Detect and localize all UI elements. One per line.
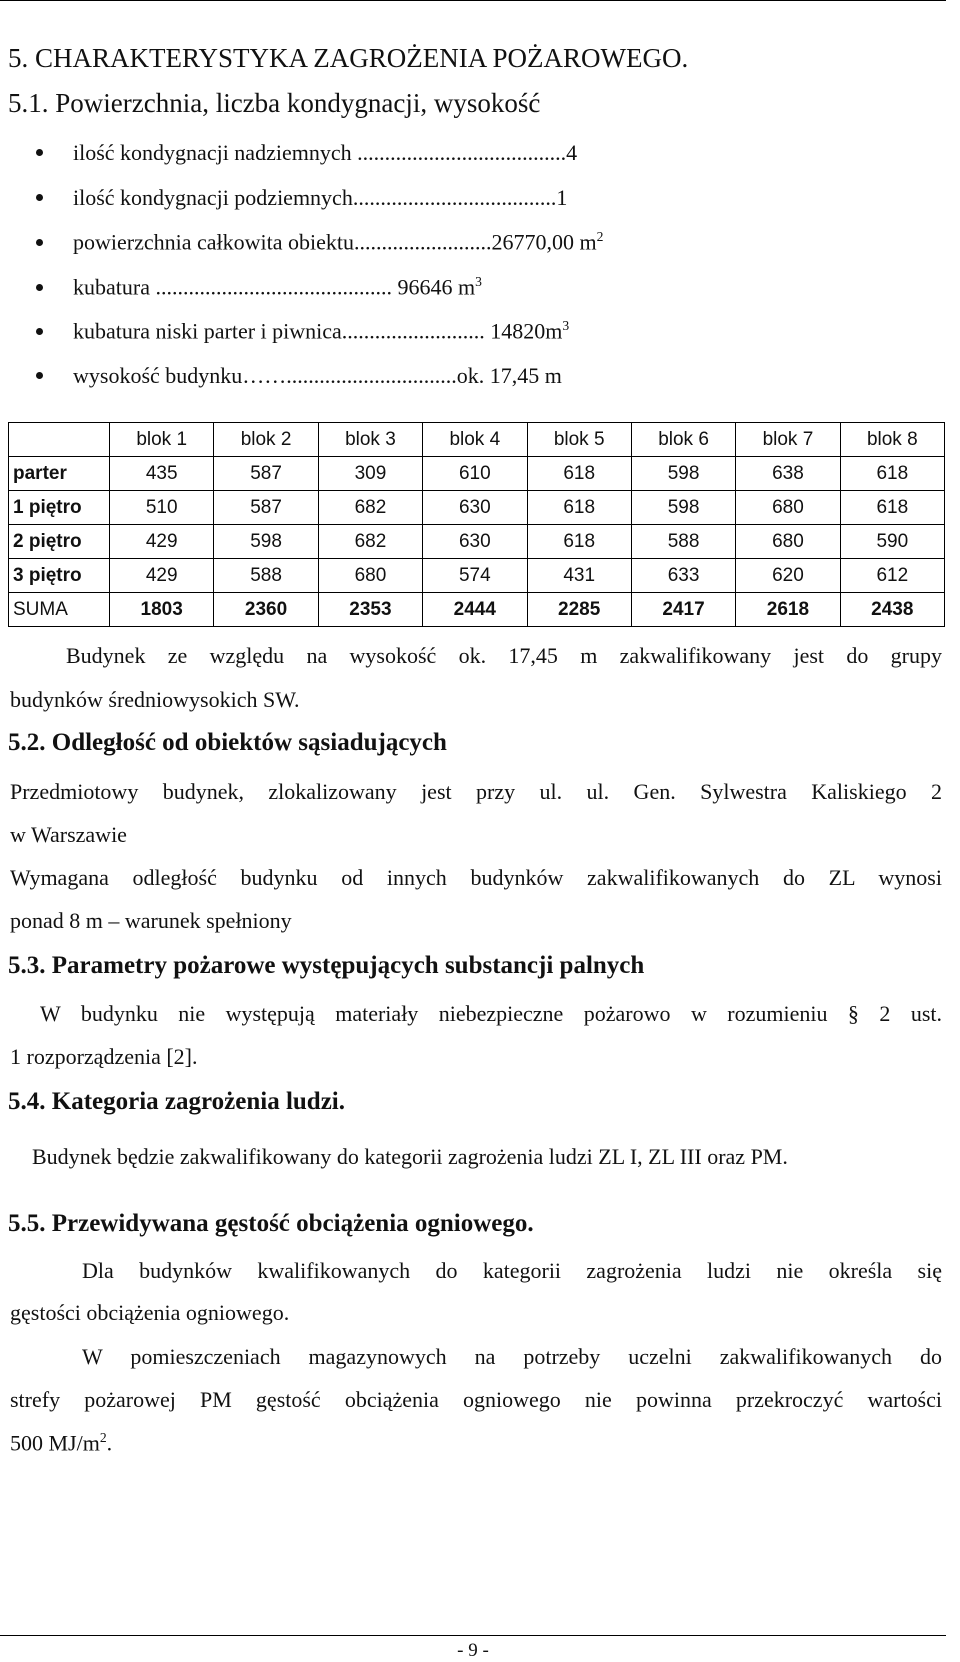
bullet-dot-icon (36, 328, 43, 335)
bullet-text: ilość kondygnacji nadziemnych ......................................4 (73, 140, 578, 165)
table-cell: 429 (110, 559, 214, 593)
table-cell: 638 (736, 457, 840, 491)
subsection-title-5-5: 5.5. Przewidywana gęstość obciążenia ogniowego. (8, 1210, 534, 1237)
table-cell: 618 (840, 457, 944, 491)
table-cell: 2618 (736, 593, 840, 627)
subsection-title-5-4: 5.4. Kategoria zagrożenia ludzi. (8, 1088, 345, 1115)
table-header-cell: blok 1 (110, 423, 214, 457)
table-cell: 618 (527, 525, 631, 559)
table-row (9, 525, 945, 559)
section-title: 5. CHARAKTERYSTYKA ZAGROŻENIA POŻAROWEGO. (8, 43, 689, 73)
bullet-item (36, 185, 567, 211)
s5-line3-end: . (106, 1430, 113, 1456)
s5-line3-sup: 2 (99, 1430, 107, 1445)
table-cell: 1803 (110, 593, 214, 627)
table-header-cell: blok 6 (631, 423, 735, 457)
table-header-row (9, 423, 945, 457)
bullet-dot-icon (36, 239, 43, 246)
table-header-cell: blok 7 (736, 423, 840, 457)
table-cell: 2438 (840, 593, 944, 627)
s5-line3-text: 500 MJ/m (10, 1430, 100, 1456)
s5-paragraph2-line3 (10, 1430, 112, 1456)
table-cell: 598 (631, 457, 735, 491)
bullet-item (36, 140, 577, 166)
s5-paragraph2-line1: W pomieszczeniach magazynowych na potrzeby uczelni zakwalifikowanych do (82, 1344, 942, 1369)
table-cell: 680 (736, 491, 840, 525)
table-cell: 588 (214, 559, 318, 593)
table-cell: 2285 (527, 593, 631, 627)
table-cell: 2353 (318, 593, 422, 627)
table-row (9, 491, 945, 525)
subsection-title-5-1: 5.1. Powierzchnia, liczba kondygnacji, wysokość (8, 88, 541, 118)
bullet-dot-icon (36, 149, 43, 156)
table-cell: 620 (736, 559, 840, 593)
table-row-header: 3 piętro (9, 559, 110, 593)
table-row (9, 593, 945, 627)
table-cell: 2444 (423, 593, 527, 627)
table-header-cell: blok 5 (527, 423, 631, 457)
table-cell: 598 (214, 525, 318, 559)
s5-paragraph1-line2: gęstości obciążenia ogniowego. (10, 1300, 290, 1325)
table-cell: 618 (840, 491, 944, 525)
height-paragraph-line2: budynków średniowysokich SW. (10, 687, 300, 712)
page-number: - 9 - (457, 1640, 489, 1661)
table-row (9, 457, 945, 491)
table-cell: 680 (318, 559, 422, 593)
s5-paragraph2-line2: strefy pożarowej PM gęstość obciążenia ogniowego nie powinna przekroczyć wartości (10, 1387, 942, 1412)
table-cell: 2360 (214, 593, 318, 627)
table-row-header: SUMA (9, 593, 110, 627)
bullet-item (36, 318, 569, 344)
floor-area-table (8, 422, 945, 627)
table-cell: 431 (527, 559, 631, 593)
subsection-title-5-3: 5.3. Parametry pożarowe występujących substancji palnych (8, 952, 645, 979)
table-cell: 610 (423, 457, 527, 491)
bullet-dot-icon (36, 284, 43, 291)
s3-paragraph-line1: W budynku nie występują materiały niebezpieczne pożarowo w rozumieniu § 2 ust. (40, 1001, 942, 1026)
table-cell: 435 (110, 457, 214, 491)
bullet-superscript: 3 (475, 274, 482, 289)
bullet-item (36, 274, 482, 300)
table-cell: 682 (318, 491, 422, 525)
s4-paragraph: Budynek będzie zakwalifikowany do kategorii zagrożenia ludzi ZL I, ZL III oraz PM. (32, 1144, 788, 1169)
table-cell: 682 (318, 525, 422, 559)
table-cell: 630 (423, 491, 527, 525)
bullet-superscript: 3 (562, 318, 570, 333)
bullet-item (36, 229, 603, 255)
bullet-superscript: 2 (596, 229, 604, 244)
s2-paragraph2-line1: Wymagana odległość budynku od innych budynków zakwalifikowanych do ZL wynosi (10, 865, 942, 890)
table-cell: 510 (110, 491, 214, 525)
subsection-title-5-2: 5.2. Odległość od obiektów sąsiadujących (8, 729, 447, 756)
table-row-header: 1 piętro (9, 491, 110, 525)
table-header-cell: blok 3 (318, 423, 422, 457)
table-cell: 590 (840, 525, 944, 559)
bullet-text: powierzchnia całkowita obiektu.........................26770,00 m (73, 229, 597, 255)
table-cell: 429 (110, 525, 214, 559)
bullet-dot-icon (36, 372, 43, 379)
footer-rule (0, 1635, 946, 1636)
table-cell: 633 (631, 559, 735, 593)
table-row-header: 2 piętro (9, 525, 110, 559)
table-cell: 587 (214, 491, 318, 525)
s3-paragraph-line2: 1 rozporządzenia [2]. (10, 1044, 198, 1069)
s5-paragraph1-line1: Dla budynków kwalifikowanych do kategorii zagrożenia ludzi nie określa się (82, 1258, 942, 1283)
table-cell: 588 (631, 525, 735, 559)
s2-paragraph1-line1: Przedmiotowy budynek, zlokalizowany jest przy ul. ul. Gen. Sylwestra Kaliskiego 2 (10, 779, 942, 804)
bullet-text: kubatura ........................................... 96646 m (73, 274, 476, 300)
table-cell: 612 (840, 559, 944, 593)
table-row-header: parter (9, 457, 110, 491)
bullet-text: kubatura niski parter i piwnica.......................... 14820m (73, 318, 563, 344)
table-cell: 587 (214, 457, 318, 491)
table-header-cell: blok 8 (840, 423, 944, 457)
table-cell: 2417 (631, 593, 735, 627)
table-cell: 598 (631, 491, 735, 525)
bullet-text: ilość kondygnacji podziemnych.....................................1 (73, 185, 568, 210)
table-header-cell: blok 4 (423, 423, 527, 457)
table-cell: 680 (736, 525, 840, 559)
bullet-text: wysokość budynku……...............................ok. 17,45 m (73, 363, 562, 388)
table-cell: 309 (318, 457, 422, 491)
table-header-cell: blok 2 (214, 423, 318, 457)
table-header-cell (9, 423, 110, 457)
table-cell: 618 (527, 491, 631, 525)
table-row (9, 559, 945, 593)
bullet-dot-icon (36, 194, 43, 201)
s2-paragraph2-line2: ponad 8 m – warunek spełniony (10, 908, 292, 933)
table-cell: 630 (423, 525, 527, 559)
top-rule (0, 0, 946, 1)
s2-paragraph1-line2: w Warszawie (10, 822, 127, 847)
bullet-item (36, 363, 562, 389)
table-cell: 618 (527, 457, 631, 491)
table-cell: 574 (423, 559, 527, 593)
height-paragraph-line1: Budynek ze względu na wysokość ok. 17,45 m zakwalifikowany jest do grupy (66, 643, 942, 668)
